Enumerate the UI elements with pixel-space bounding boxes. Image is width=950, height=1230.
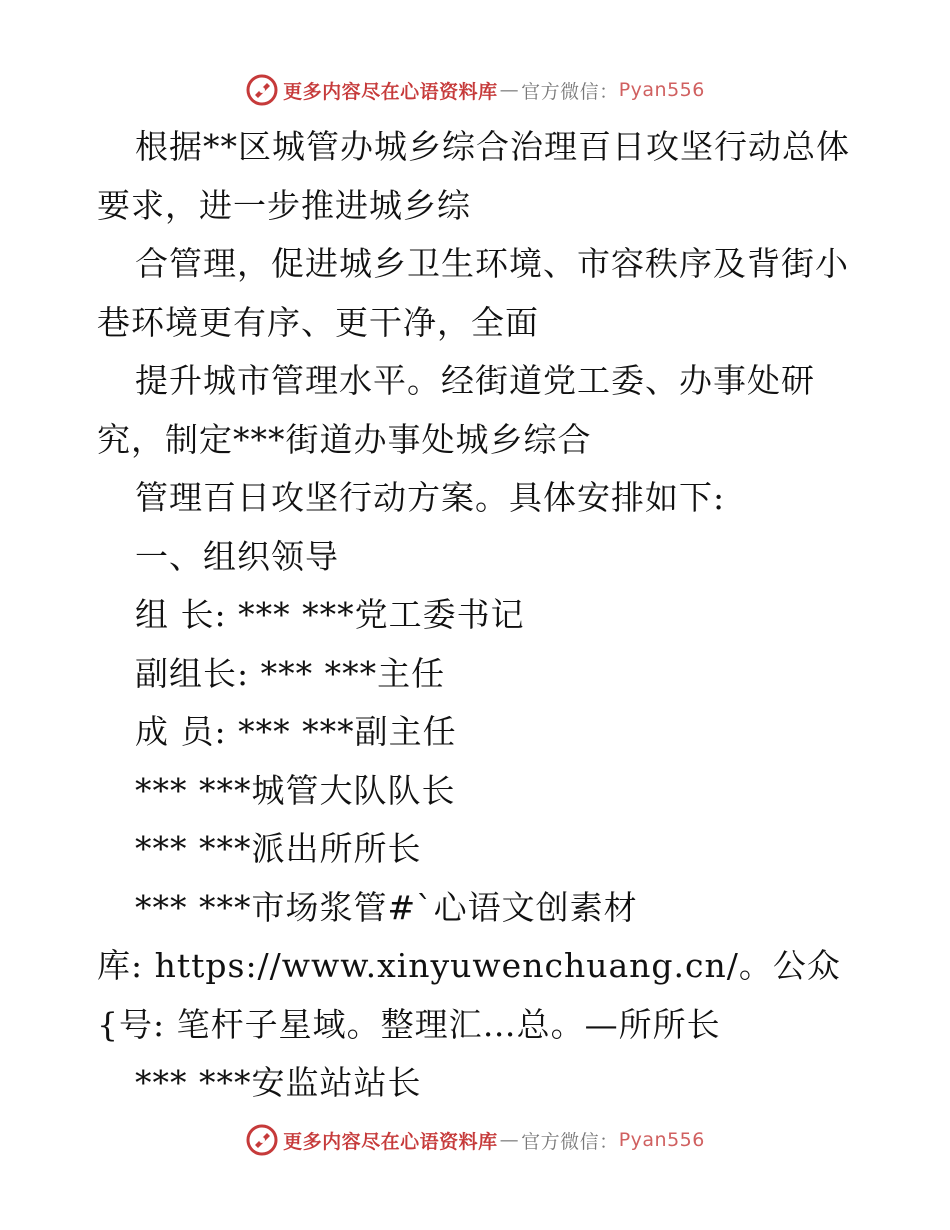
header-banner (0, 70, 950, 110)
banner-text: 更多内容尽在心语资料库 (283, 1130, 498, 1153)
red-circle-logo-icon (245, 73, 279, 107)
banner-sub: 官方微信： (521, 80, 619, 103)
paragraph-line: 库: https://www.xinyuwenchuang.cn/。公众 (97, 946, 841, 985)
red-circle-logo-icon (245, 1123, 279, 1157)
paragraph-line: 管理百日攻坚行动方案。具体安排如下: (135, 478, 726, 517)
footer-banner (0, 1120, 950, 1160)
section-heading: 一、组织领导 (135, 536, 339, 576)
paragraph-line: 合管理，促进城乡卫生环境、市容秩序及背街小 (135, 244, 849, 283)
banner-wechat-id: Pyan556 (618, 79, 705, 101)
banner-text: 更多内容尽在心语资料库 (283, 80, 498, 103)
banner-sub: 官方微信： (521, 1130, 619, 1153)
banner-dash: — (499, 79, 520, 101)
document-body (97, 118, 867, 1113)
member-line: 成 员: *** ***副主任 (135, 712, 457, 751)
paragraph-line: {号: 笔杆子星域。整理汇…总。—所所长 (97, 1004, 721, 1044)
paragraph-line: 根据**区城管办城乡综合治理百日攻坚行动总体 (135, 127, 850, 166)
member-line: 副组长: *** ***主任 (135, 653, 446, 693)
banner-wechat-id: Pyan556 (618, 1129, 705, 1151)
paragraph-line: 提升城市管理水平。经街道党工委、办事处研 (135, 361, 815, 400)
paragraph-line: 究，制定***街道办事处城乡综合 (97, 419, 592, 459)
member-line: *** ***安监站站长 (135, 1063, 422, 1102)
member-line: *** ***派出所所长 (135, 829, 422, 868)
member-line: *** ***城管大队队长 (135, 770, 456, 810)
member-line: *** ***市场浆管#`心语文创素材 (135, 887, 638, 927)
paragraph-line: 要求，进一步推进城乡综 (97, 185, 471, 225)
member-line: 组 长: *** ***党工委书记 (135, 595, 525, 634)
banner-dash: — (499, 1129, 520, 1151)
paragraph-line: 巷环境更有序、更干净，全面 (97, 302, 539, 342)
